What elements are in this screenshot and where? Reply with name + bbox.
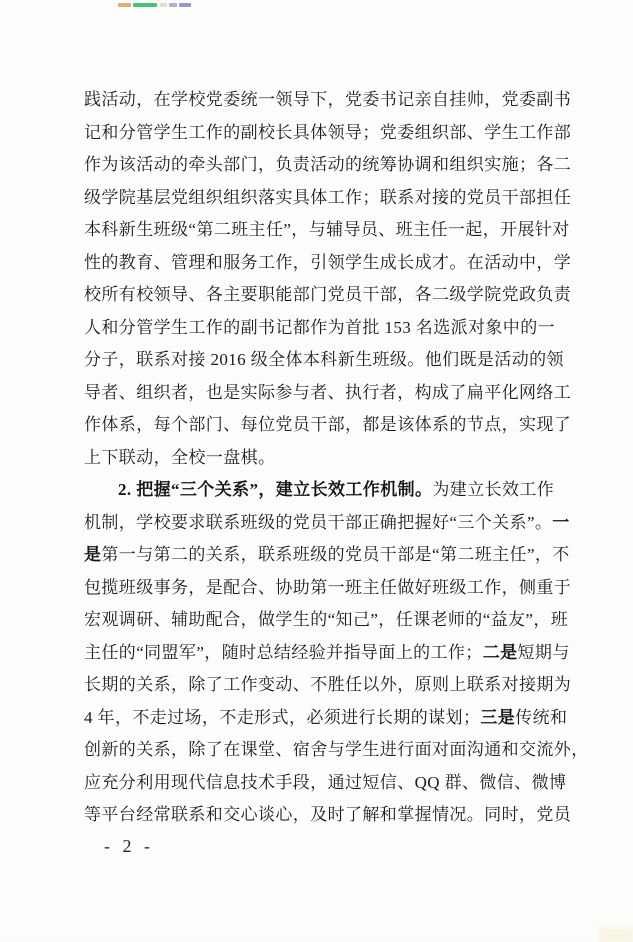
text-line [84, 279, 572, 312]
text-line [84, 474, 554, 507]
text-run: 机制，学校要求联系班级的党员干部正确把握好“三个关系”。 [84, 512, 553, 532]
text-run: 导者、组织者，也是实际参与者、执行者，构成了扁平化网络工 [84, 382, 572, 402]
text-run: 为建立长效工作 [432, 480, 555, 499]
text-line [84, 84, 572, 117]
text-run: 第一与第二的关系，联系班级的党员干部是“第二班主任”，不 [101, 545, 570, 564]
text-line [84, 734, 589, 767]
text-line [84, 377, 572, 410]
text-run: 践活动，在学校党委统一领导下，党委书记亲自挂帅，党委副书 [84, 90, 572, 109]
bold-text-run: 2. 把握“三个关系”，建立长效工作机制。 [118, 480, 433, 499]
lavender-segment [169, 3, 177, 7]
text-run: 级学院基层党组织组织落实具体工作；联系对接的党员干部担任 [84, 187, 572, 207]
text-line [84, 442, 554, 475]
text-run: 性的教育、管理和服务工作，引领学生成长成才。在活动中，学 [84, 252, 572, 272]
text-run: 上下联动，全校一盘棋。 [84, 447, 276, 467]
document-body-text [84, 84, 589, 832]
text-run: 主任的“同盟军”，随时总结经验并指导面上的工作； [84, 642, 483, 662]
text-line [84, 604, 569, 637]
text-run: 包揽班级事务，是配合、协助第一班主任做好班级工作，侧重于 [84, 577, 572, 597]
text-line [84, 507, 570, 540]
text-run: 短期与 [517, 642, 570, 662]
text-line [84, 702, 568, 735]
text-run: 宏观调研、辅助配合，做学生的“知己”，任课老师的“益友”，班 [84, 610, 569, 629]
bold-text-run: 三是 [480, 707, 516, 727]
pale-segment [160, 3, 167, 7]
text-run: 分子，联系对接 2016 级全体本科新生班级。他们既是活动的领 [84, 350, 564, 369]
text-line [84, 539, 570, 572]
text-line [84, 182, 572, 215]
text-run: 4 年，不走过场，不走形式，必须进行长期的谋划； [84, 707, 481, 727]
text-run: 人和分管学生工作的副书记都作为首批 153 名选派对象中的一 [84, 317, 555, 337]
text-line [84, 247, 572, 280]
text-line [84, 149, 572, 182]
bold-text-run: 二是 [482, 642, 518, 662]
bold-text-run: 是 [84, 545, 102, 564]
text-run: 记和分管学生工作的副校长具体领导；党委组织部、学生工作部 [84, 122, 572, 142]
text-run: 校所有校领导、各主要职能部门党员干部，各二级学院党政负责 [84, 285, 572, 304]
text-line [84, 637, 570, 670]
text-line [84, 767, 567, 800]
green-segment [133, 3, 157, 7]
text-line [84, 344, 564, 377]
periwinkle-segment [179, 3, 191, 7]
text-line [84, 214, 570, 247]
text-run: 作为该活动的牵头部门，负责活动的统筹协调和组织实施；各二 [84, 155, 572, 174]
scan-smudge [599, 928, 633, 942]
page-number: - 2 - [104, 836, 154, 856]
text-run: 创新的关系，除了在课堂、宿舍与学生进行面对面沟通和交流外， [84, 740, 589, 759]
text-line [84, 799, 572, 832]
text-run: 传统和 [515, 707, 568, 727]
text-run: 应充分利用现代信息技术手段，通过短信、QQ 群、微信、微博 [84, 772, 567, 792]
text-line [84, 572, 572, 605]
text-line [84, 409, 572, 442]
text-run: 长期的关系，除了工作变动、不胜任以外，原则上联系对接期为 [84, 675, 572, 694]
text-line [84, 312, 554, 345]
text-run: 作体系，每个部门、每位党员干部，都是该体系的节点，实现了 [84, 415, 572, 434]
text-run: 本科新生班级“第二班主任”，与辅导员、班主任一起，开展针对 [84, 220, 570, 239]
bold-text-run: 一 [552, 512, 570, 532]
text-line [84, 117, 572, 150]
tan-segment [118, 3, 131, 7]
text-line [84, 669, 572, 702]
text-run: 等平台经常联系和交心谈心，及时了解和掌握情况。同时，党员 [84, 805, 572, 824]
